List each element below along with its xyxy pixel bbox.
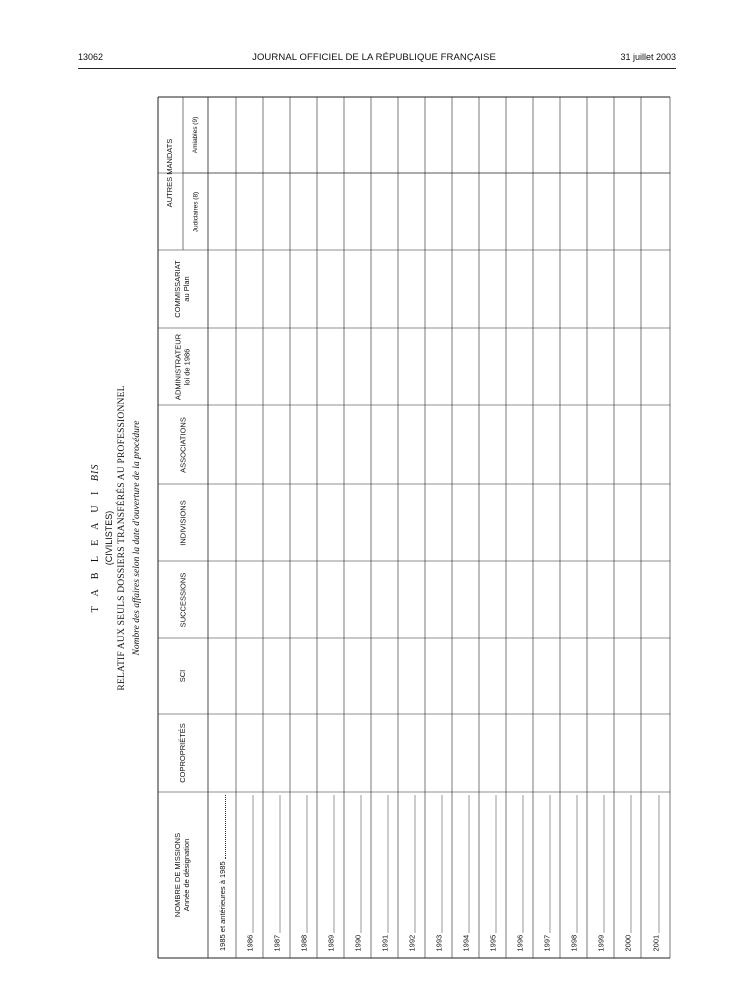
row-label-text: 1988 <box>299 934 308 951</box>
group-subcolumn-header <box>185 176 207 247</box>
row-label-text: 2001 <box>651 934 660 951</box>
row-header-title <box>159 800 207 950</box>
leader-dots <box>327 795 334 932</box>
row-label <box>561 795 586 951</box>
leader-dots <box>273 795 280 932</box>
column-header-sub: loi de 1986 <box>182 348 191 385</box>
table-caption: RELATIF AUX SEULS DOSSIERS TRANSFÉRÉS AU PROFESSIONNEL <box>117 385 127 691</box>
column-header-4 <box>159 487 207 558</box>
row-label <box>426 795 451 951</box>
leader-dots <box>462 795 469 932</box>
leader-dots <box>219 795 226 859</box>
column-header-6 <box>159 331 207 402</box>
row-label <box>588 795 613 951</box>
row-label-text: 1996 <box>515 934 524 951</box>
row-label <box>507 795 532 951</box>
table-subtitle: (CIVILISTES) <box>104 510 114 566</box>
row-header-sub: Année de désignation <box>182 838 191 912</box>
leader-dots <box>354 795 361 932</box>
row-label-text: 1999 <box>596 934 605 951</box>
row-label <box>264 795 289 951</box>
group-header-autres-mandats <box>159 98 181 248</box>
column-header-label: ADMINISTRATEUR <box>173 333 183 400</box>
column-header-1 <box>159 717 207 789</box>
column-header-2 <box>159 641 207 711</box>
row-label-text: 1991 <box>380 934 389 951</box>
row-label-text: 1995 <box>488 934 497 951</box>
leader-dots <box>570 795 577 932</box>
leader-dots <box>300 795 307 932</box>
column-header-7 <box>159 253 207 325</box>
row-label <box>209 795 235 951</box>
row-label <box>318 795 343 951</box>
group-subcolumn-label: Amiables (9) <box>192 116 200 154</box>
table-note: Nombre des affaires selon la date d'ouverture de la procédure <box>132 420 142 656</box>
row-label-text: 1989 <box>326 934 335 951</box>
leader-dots <box>246 795 253 932</box>
page-number: 13062 <box>78 52 104 62</box>
row-label <box>615 795 640 951</box>
row-label-text: 1990 <box>353 934 362 951</box>
column-header-3 <box>159 564 207 635</box>
column-header-label: SCI <box>177 669 187 683</box>
leader-dots <box>543 795 550 932</box>
leader-dots <box>408 795 415 932</box>
group-subcolumn-header <box>185 100 207 170</box>
column-header-label: ASSOCIATIONS <box>177 416 187 473</box>
row-label <box>480 795 505 951</box>
leader-dots <box>516 795 523 932</box>
row-label-text: 1992 <box>407 934 416 951</box>
row-label <box>291 795 316 951</box>
journal-title: JOURNAL OFFICIEL DE LA RÉPUBLIQUE FRANÇAISE <box>252 52 496 63</box>
page-date: 31 juillet 2003 <box>620 52 676 62</box>
leader-dots <box>435 795 442 932</box>
column-header-label: SUCCESSIONS <box>177 572 187 627</box>
row-label <box>534 795 559 951</box>
row-header-label: NOMBRE DE MISSIONS <box>173 832 183 918</box>
row-label-text: 1997 <box>542 934 551 951</box>
row-label-text: 1994 <box>461 934 470 951</box>
column-header-label: COPROPRIÉTÉS <box>177 723 187 783</box>
row-label <box>345 795 370 951</box>
row-label <box>453 795 478 951</box>
leader-dots <box>381 795 388 932</box>
leader-dots <box>652 795 659 932</box>
column-header-5 <box>159 408 207 481</box>
column-header-label: COMMISSARIAT <box>173 260 183 318</box>
row-label <box>237 795 262 951</box>
row-label-text: 1987 <box>272 934 281 951</box>
row-label <box>372 795 397 951</box>
row-label-text: 1993 <box>434 934 443 951</box>
leader-dots <box>489 795 496 932</box>
column-header-sub: au Plan <box>182 276 191 302</box>
row-label <box>642 795 669 951</box>
group-header-label: AUTRES MANDATS <box>164 138 174 208</box>
row-label-text: 2000 <box>623 934 632 951</box>
table-title: T A B L E A U I BIS <box>90 463 101 613</box>
row-label-text: 1985 et antérieures à 1985 <box>217 861 227 951</box>
group-subcolumn-label: Judiciaires (8) <box>192 191 200 232</box>
row-label-text: 1986 <box>245 934 254 951</box>
leader-dots <box>624 795 631 932</box>
row-label-text: 1998 <box>569 934 578 951</box>
leader-dots <box>597 795 604 932</box>
row-label <box>399 795 424 951</box>
column-header-label: INDIVISIONS <box>177 499 187 546</box>
